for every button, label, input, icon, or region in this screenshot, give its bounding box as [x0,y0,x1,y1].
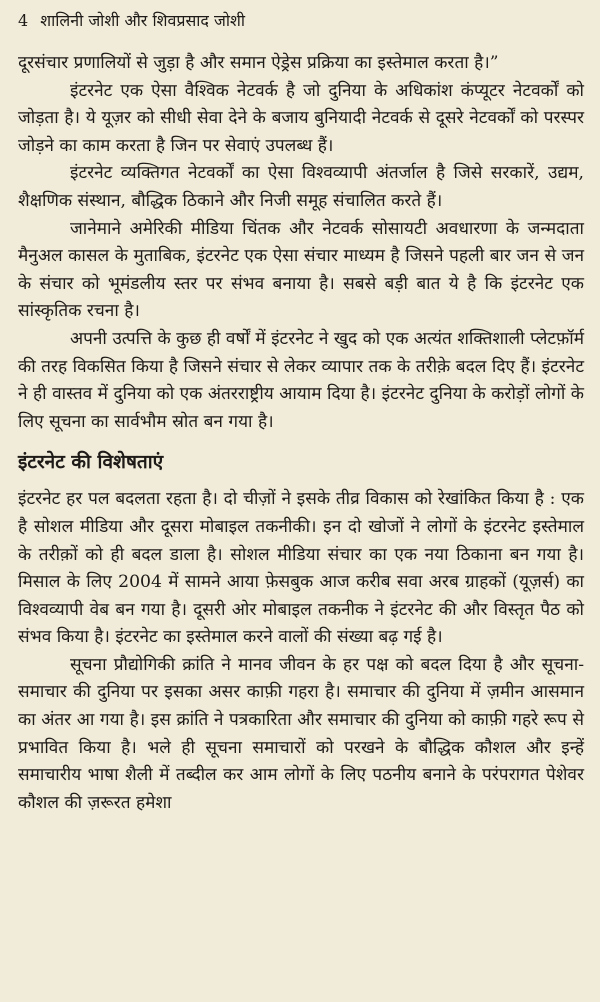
author-names: शालिनी जोशी और शिवप्रसाद जोशी [40,11,246,30]
paragraph-castells: जानेमाने अमेरिकी मीडिया चिंतक और नेटवर्क सोसायटी अवधारणा के जन्मदाता मैनुअल कासल के मुताबिक, इंटरनेट एक ऐसा संचार माध्यम है जिसने पहली बार जन से जन के संचार को भूमंडलीय स्तर पर संभव बनाया है। सबसे बड़ी बात ये है कि इंटरनेट एक सांस्कृतिक रचना है। [18,218,584,322]
running-header [18,10,584,32]
paragraph-origin: अपनी उत्पत्ति के कुछ ही वर्षों में इंटरनेट ने खुद को एक अत्यंत शक्तिशाली प्लेटफ़ॉर्म की तरह विकसित किया है जिसने संचार से लेकर व्यापार तक के तरीक़े बदल दिए हैं। इंटरनेट ने ही वास्तव में दुनिया को एक अंतरराष्ट्रीय आयाम दिया है। इंटरनेट दुनिया के करोड़ों लोगों के लिए सूचना का सार्वभौम स्रोत बन गया है। [18,328,584,432]
paragraph-internet-personal-networks: इंटरनेट व्यक्तिगत नेटवर्कों का ऐसा विश्वव्यापी अंतर्जाल है जिसे सरकारें, उद्यम, शैक्षणिक संस्थान, बौद्धिक ठिकाने और निजी समूह संचालित करते हैं। [18,163,584,211]
section-heading: इंटरनेट की विशेषताएं [18,451,164,474]
paragraph-it-revolution: सूचना प्रौद्योगिकी क्रांति ने मानव जीवन के हर पक्ष को बदल दिया है और सूचना-समाचार की दुनिया पर इसका असर काफ़ी गहरा है। समाचार की दुनिया में ज़मीन आसमान का अंतर आ गया है। इस क्रांति ने पत्रकारिता और समाचार की दुनिया को काफ़ी गहरे रूप से प्रभावित किया है। भले ही सूचना समाचारों को परखने के बौद्धिक कौशल और इन्हें समाचारीय भाषा शैली में तब्दील कर आम लोगों के लिए पठनीय बनाने के परंपरागत पेशेवर कौशल की ज़रूरत हमेशा [18,654,584,813]
paragraph-features: इंटरनेट हर पल बदलता रहता है। दो चीज़ों ने इसके तीव्र विकास को रेखांकित किया है : एक है सोशल मीडिया और दूसरा मोबाइल तकनीकी। इन दो खोजों ने लोगों के इंटरनेट इस्तेमाल के तरीक़ों को ही बदल डाला है। सोशल मीडिया संचार का एक नया ठिकाना बन गया है। मिसाल के लिए 2004 में सामने आया फ़ेसबुक आज करीब सवा अरब ग्राहकों (यूज़र्स) का विश्वव्यापी वेब बन गया है। दूसरी ओर मोबाइल तकनीक ने इंटरनेट की और विस्तृत पैठ को संभव किया है। इंटरनेट का इस्तेमाल करने वालों की संख्या बढ़ गई है। [18,489,584,648]
page-number: 4 [18,11,29,30]
paragraph-continuation: दूरसंचार प्रणालियों से जुड़ा है और समान ऐड्रेस प्रक्रिया का इस्तेमाल करता है।” [18,53,499,73]
paragraph-internet-network: इंटरनेट एक ऐसा वैश्विक नेटवर्क है जो दुनिया के अधिकांश कंप्यूटर नेटवर्कों को जोड़ता है। ये यूज़र को सीधी सेवा देने के बजाय बुनियादी नेटवर्क से दूसरे नेटवर्कों को परस्पर जोड़ने का काम करता है जिन पर सेवाएं उपलब्ध हैं। [18,80,584,156]
